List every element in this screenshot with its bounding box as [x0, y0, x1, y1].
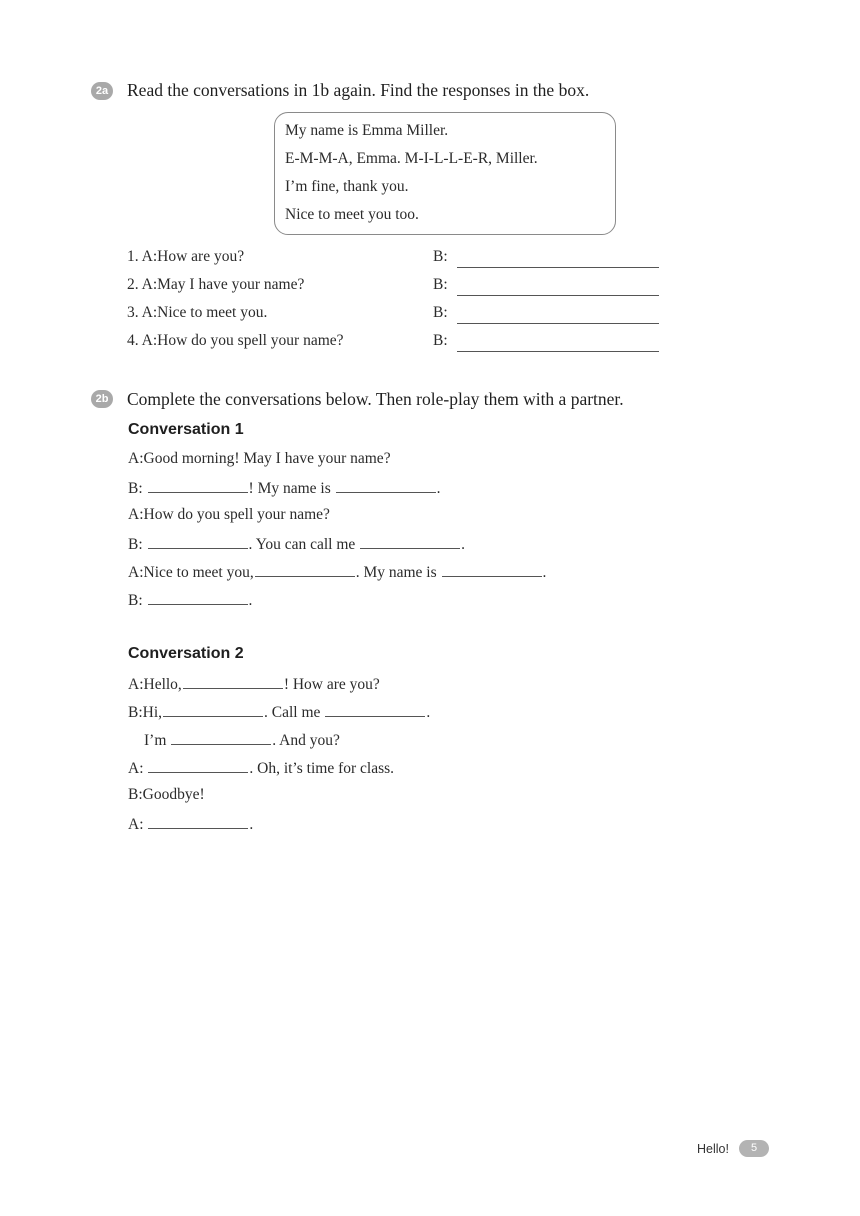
conv2-line-1 [128, 674, 380, 694]
conv1-line-4 [128, 534, 465, 554]
conv1-line-2-end: . [436, 480, 441, 497]
conv1-blank-4[interactable] [360, 534, 460, 549]
conv2-line-4-end: . Oh, it’s time for class. [249, 760, 395, 777]
box-line-3: I’m fine, thank you. [285, 178, 409, 195]
conv2-line-2-end: . [426, 704, 431, 721]
conversation-2-title: Conversation 2 [128, 645, 244, 662]
answer-2-label: B: [433, 276, 448, 293]
section-2b-instruction: Complete the conversations below. Then role-play them with a partner. [127, 389, 624, 409]
conv1-blank-6[interactable] [442, 562, 542, 577]
footer-label: Hello! [697, 1142, 729, 1156]
answer-3-label: B: [433, 304, 448, 321]
section-2a-instruction: Read the conversations in 1b again. Find the responses in the box. [127, 80, 590, 100]
answer-2-blank[interactable] [457, 295, 659, 296]
conversation-1-title: Conversation 1 [128, 421, 244, 438]
conv1-blank-2[interactable] [336, 478, 436, 493]
conv1-line-6-pre: B: [128, 592, 143, 609]
conv2-blank-2[interactable] [163, 702, 263, 717]
conv1-line-2-pre: B: [128, 480, 143, 497]
question-3: 3. A:Nice to meet you. [127, 304, 268, 321]
answer-4-blank[interactable] [457, 351, 659, 352]
page-number: 5 [739, 1140, 769, 1157]
conv2-line-6-pre: A: [128, 816, 144, 833]
conv2-blank-1[interactable] [183, 674, 283, 689]
conv1-line-5 [128, 562, 546, 582]
conv2-blank-3[interactable] [325, 702, 425, 717]
conv2-blank-5[interactable] [148, 758, 248, 773]
conv1-blank-5[interactable] [255, 562, 355, 577]
conv1-blank-7[interactable] [148, 590, 248, 605]
conv2-line-4-pre: A: [128, 760, 144, 777]
conv1-line-5-mid: . My name is [355, 564, 437, 581]
conv1-line-6 [128, 590, 252, 610]
conv2-line-1-end: ! How are you? [283, 676, 380, 693]
box-line-2: E-M-M-A, Emma. M-I-L-L-E-R, Miller. [285, 150, 538, 167]
conv2-line-4 [128, 758, 394, 778]
conv2-line-1-pre: A:Hello, [128, 676, 182, 693]
conv2-line-3-pre: I’m [144, 732, 167, 749]
conv1-blank-1[interactable] [148, 478, 248, 493]
question-1: 1. A:How are you? [127, 248, 245, 265]
conv2-line-3 [144, 730, 340, 750]
conv2-line-2-pre: B:Hi, [128, 704, 163, 721]
conv1-line-5-end: . [542, 564, 547, 581]
conv1-line-3: A:How do you spell your name? [128, 506, 330, 523]
conv1-line-6-end: . [248, 592, 253, 609]
answer-1-label: B: [433, 248, 448, 265]
answer-3-blank[interactable] [457, 323, 659, 324]
conv2-blank-4[interactable] [171, 730, 271, 745]
conv1-line-2 [128, 478, 441, 498]
conv2-line-6-end: . [249, 816, 254, 833]
conv2-blank-6[interactable] [148, 814, 248, 829]
conv1-line-1: A:Good morning! May I have your name? [128, 450, 391, 467]
answer-4-label: B: [433, 332, 448, 349]
conv1-line-2-mid: ! My name is [248, 480, 331, 497]
conv1-line-4-pre: B: [128, 536, 143, 553]
conv1-line-4-mid: . You can call me [248, 536, 356, 553]
box-line-4: Nice to meet you too. [285, 206, 419, 223]
question-2: 2. A:May I have your name? [127, 276, 305, 293]
conv1-blank-3[interactable] [148, 534, 248, 549]
box-line-1: My name is Emma Miller. [285, 122, 449, 139]
conv2-line-3-end: . And you? [272, 732, 340, 749]
conv2-line-2-mid: . Call me [264, 704, 321, 721]
question-4: 4. A:How do you spell your name? [127, 332, 344, 349]
section-2b-badge: 2b [91, 390, 113, 408]
conv1-line-4-end: . [461, 536, 466, 553]
conv1-line-5-pre: A:Nice to meet you, [128, 564, 254, 581]
conv2-line-6 [128, 814, 253, 834]
section-2a-badge: 2a [91, 82, 113, 100]
answer-1-blank[interactable] [457, 267, 659, 268]
conv2-line-2 [128, 702, 430, 722]
conv2-line-5: B:Goodbye! [128, 786, 205, 803]
